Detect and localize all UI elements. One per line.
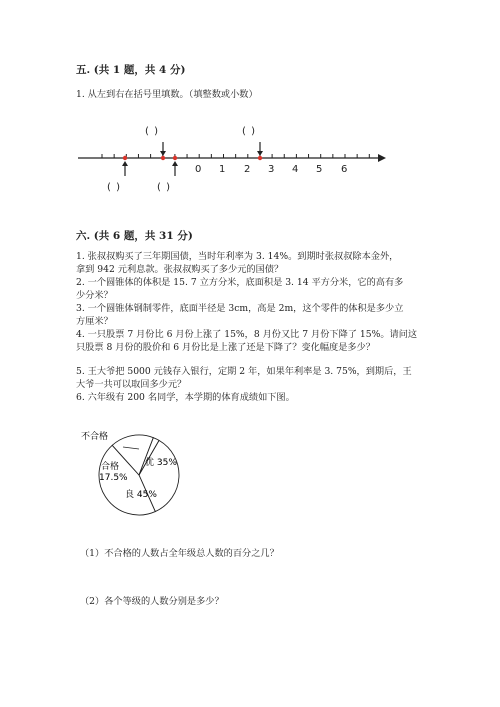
tick-label-5: 5 [316,164,323,175]
pie-label-qualified-pct: 17.5% [99,473,128,483]
pie-label-unqualified: 不合格 [81,432,109,442]
tick-label-6: 6 [341,164,348,175]
s6-line-5: 3. 一个圆锥体钢制零件，底面半径是 3cm，高是 2m，这个零件的体积是多少立 [76,303,404,314]
number-line-point [173,156,177,160]
number-line-arrowhead [378,154,386,162]
section-5-title: 五. (共 1 题，共 4 分) [76,64,186,76]
s6-line-2: 拿到 942 元利息款。张叔叔购买了多少元的国债？ [76,264,284,275]
s6-line-3: 2. 一个圆锥体的体积是 15. 7 立方分米，底面积是 3. 14 平方分米，它的高有多 [76,277,404,288]
answer-blank-top-2[interactable]: ( ) [242,126,256,137]
tick-label-4: 4 [292,164,299,175]
subquestion-2: （2）各个等级的人数分别是多少？ [80,596,224,607]
section-6-title: 六. (共 6 题，共 31 分) [76,230,193,242]
tick-label-1: 1 [219,164,226,175]
s6-line-11: 6. 六年级有 200 名同学，本学期的体育成绩如下图。 [76,392,295,403]
question-5-1: 1. 从左到右在括号里填数。（填整数或小数） [76,89,258,100]
s6-line-1: 1. 张叔叔购买了三年期国债，当时年利率为 3. 14%。到期时张叔叔除本金外， [76,251,399,262]
s6-line-9: 5. 王大爷把 5000 元钱存入银行，定期 2 年，如果年利率是 3. 75%，到期后，王 [76,366,412,377]
number-line-point [258,156,262,160]
tick-label-3: 3 [268,164,275,175]
subquestion-1: （1）不合格的人数占全年级总人数的百分之几？ [80,548,279,559]
tick-label-0: 0 [195,164,202,175]
pie-label-good: 良 45% [125,490,157,500]
number-line [78,120,388,200]
answer-blank-bottom-1[interactable]: ( ) [107,182,121,193]
tick-label-2: 2 [244,164,251,175]
s6-line-8: 只股票 8 月份的股价和 6 月份比是上涨了还是下降了？变化幅度是多少？ [76,342,375,353]
up-arrow-2-head [172,161,178,166]
s6-line-7: 4. 一只股票 7 月份比 6 月份上涨了 15%，8 月份又比 7 月份下降了 15%。请问这 [76,329,418,340]
pie-label-qualified: 合格 [101,462,120,472]
number-line-point [161,156,165,160]
number-line-point [123,156,127,160]
s6-line-4: 少分米？ [76,290,113,301]
pie-chart [75,425,195,525]
s6-line-6: 方厘米？ [76,316,113,327]
down-arrow-1-head [160,151,166,156]
down-arrow-2-head [257,151,263,156]
s6-line-10: 大爷一共可以取回多少元？ [76,379,187,390]
pie-label-excellent: 优 35% [145,458,177,468]
answer-blank-top-1[interactable]: ( ) [145,126,159,137]
answer-blank-bottom-2[interactable]: ( ) [157,182,171,193]
up-arrow-1-head [122,161,128,166]
